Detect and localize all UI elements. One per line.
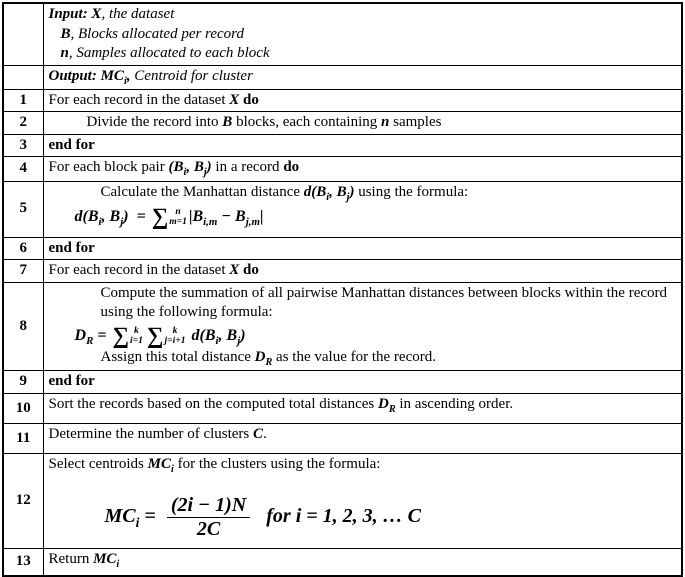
algorithm-table xyxy=(2,2,683,577)
step-text-with-formula: Select centroids $MC_i$ for the clusters using the formula: $MC_i$ = $\frac{(2i - 1)N}{2C}$ for i = 1, 2, 3, … C xyxy=(43,453,682,548)
step-text: end for xyxy=(43,237,682,260)
step-text: For each record in the dataset X do xyxy=(43,89,682,112)
step-text-with-formula: Compute the summation of all pairwise Manhattan distances between blocks within the record using the following formula: $D_R$ = ∑ k i=1 ∑ k j=i+1 $d(B_i$, $B_j$) Assign this total distance $D_R$ as the value for the record. xyxy=(43,282,682,371)
line-number: 12 xyxy=(3,453,43,548)
row-input xyxy=(3,3,682,65)
line-number: 11 xyxy=(3,423,43,453)
line-number xyxy=(3,65,43,89)
line-number xyxy=(3,3,43,65)
line-number: 8 xyxy=(3,282,43,371)
line-number: 7 xyxy=(3,260,43,283)
step-text: For each record in the dataset X do xyxy=(43,260,682,283)
step-text: end for xyxy=(43,134,682,157)
line-number: 4 xyxy=(3,157,43,181)
input-declaration: Input: X, the dataset B, Blocks allocated per record n, Samples allocated to each block xyxy=(43,3,682,65)
step-text: Sort the records based on the computed total distances $D_R$ in ascending order. xyxy=(43,393,682,423)
row-step-8 xyxy=(3,282,682,371)
step-text: end for xyxy=(43,371,682,394)
row-step-1 xyxy=(3,89,682,112)
step-text: Determine the number of clusters C. xyxy=(43,423,682,453)
step-text: Divide the record into B blocks, each containing n samples xyxy=(43,112,682,135)
row-step-7 xyxy=(3,260,682,283)
line-number: 9 xyxy=(3,371,43,394)
line-number: 3 xyxy=(3,134,43,157)
step-text: Return $MC_i$ xyxy=(43,549,682,576)
line-number: 10 xyxy=(3,393,43,423)
row-step-6 xyxy=(3,237,682,260)
step-text: For each block pair ($B_i$, $B_j$) in a record do xyxy=(43,157,682,181)
line-number: 2 xyxy=(3,112,43,135)
step-text-with-formula: Calculate the Manhattan distance $d(B_i$, $B_j$) using the formula: $d(B_i$, $B_j$) = ∑ n m=1 $|B_{i,m} - B_{j,m}|$ xyxy=(43,181,682,237)
row-step-13 xyxy=(3,549,682,576)
row-output xyxy=(3,65,682,89)
row-step-4 xyxy=(3,157,682,181)
row-step-10 xyxy=(3,393,682,423)
line-number: 6 xyxy=(3,237,43,260)
row-step-9 xyxy=(3,371,682,394)
line-number: 13 xyxy=(3,549,43,576)
line-number: 5 xyxy=(3,181,43,237)
row-step-5 xyxy=(3,181,682,237)
row-step-2 xyxy=(3,112,682,135)
row-step-11 xyxy=(3,423,682,453)
row-step-3 xyxy=(3,134,682,157)
line-number: 1 xyxy=(3,89,43,112)
row-step-12 xyxy=(3,453,682,548)
output-declaration: Output: $MC_i$, Centroid for cluster xyxy=(43,65,682,89)
